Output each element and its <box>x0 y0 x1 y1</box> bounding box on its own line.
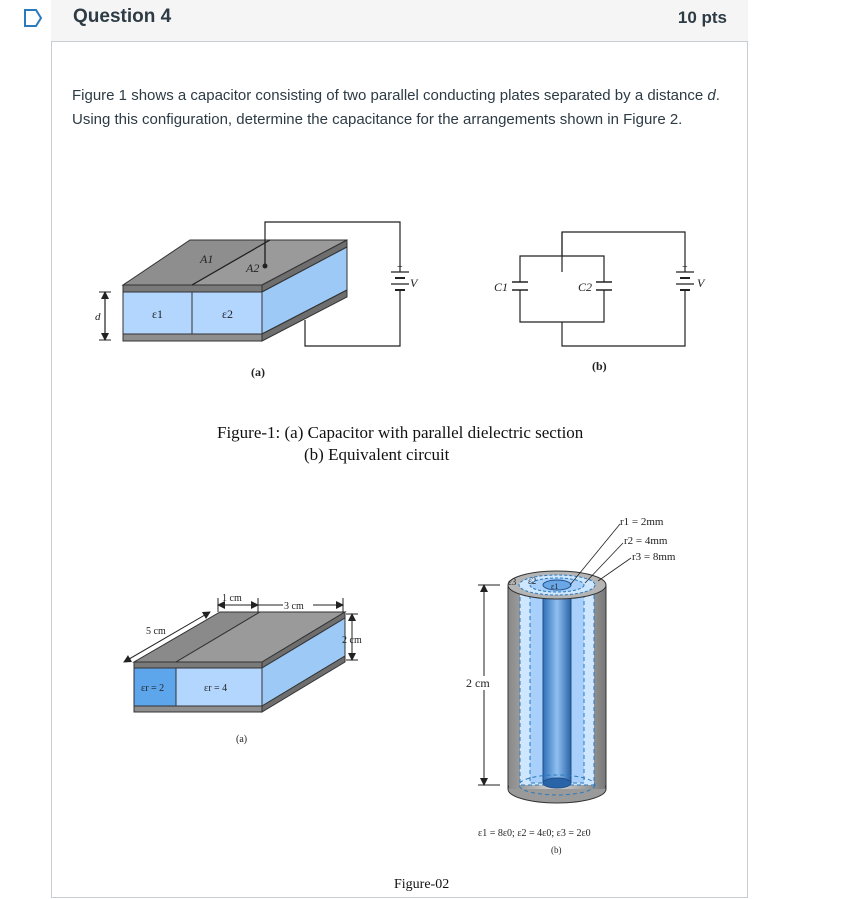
fig2b-label-r1: r1 = 2mm <box>620 516 664 528</box>
fig1-caption-a: (a) <box>251 365 265 379</box>
fig2a-label-er2: εr = 2 <box>141 683 165 694</box>
figure1-capacitor-a <box>95 222 419 379</box>
fig2a-dim-1cm: 1 cm <box>222 593 242 604</box>
fig1-label-A2: A2 <box>246 261 260 275</box>
fig1-label-eps1: ε1 <box>152 307 164 321</box>
fig2a-caption: (a) <box>236 734 248 745</box>
fig2b-label-r3: r3 = 8mm <box>632 551 676 563</box>
figure2-slab-a <box>124 593 362 745</box>
fig2b-label-r2: r2 = 4mm <box>624 535 668 547</box>
fig1-caption-b: (b) <box>592 359 607 373</box>
fig2a-label-er4: εr = 4 <box>204 683 228 694</box>
fig2b-label-eps1: ε1 <box>551 582 559 591</box>
fig1b-label-V: V <box>697 276 705 290</box>
fig1-label-d: d <box>95 311 101 323</box>
fig1b-label-C2: C2 <box>578 280 593 294</box>
fig2b-permittivities: ε1 = 8ε0; ε2 = 4ε0; ε3 = 2ε0 <box>478 828 591 839</box>
fig2a-dim-2cm: 2 cm <box>342 635 362 646</box>
svg-text:+: + <box>682 262 688 273</box>
fig2-caption: Figure-02 <box>394 877 450 892</box>
fig1-label-V: V <box>410 276 418 290</box>
question-text-part2: . Using this configuration, determine the capacitance for the arrangements shown in Figure 2. <box>72 87 720 128</box>
fig2b-label-eps3: ε3 <box>508 577 517 587</box>
fig1-battery-a <box>391 262 409 290</box>
fig1-caption-line2: (b) Equivalent circuit <box>304 445 450 464</box>
fig1-caption-line1: Figure-1: (a) Capacitor with parallel dielectric section <box>217 423 584 442</box>
fig2b-caption: (b) <box>551 845 562 855</box>
figure2-cylinder-b <box>465 516 676 855</box>
fig1-label-eps2: ε2 <box>222 307 234 321</box>
fig2b-label-eps2: ε2 <box>528 576 537 586</box>
fig2a-dim-5cm: 5 cm <box>146 626 166 637</box>
fig1-label-A1: A1 <box>200 252 214 266</box>
fig1b-label-C1: C1 <box>494 280 509 294</box>
fig2a-dim-3cm: 3 cm <box>284 601 304 612</box>
question-points: 10 pts <box>677 8 727 27</box>
figure1-circuit-b <box>494 232 706 373</box>
svg-text:+: + <box>397 262 403 273</box>
question-text-part1: Figure 1 shows a capacitor consisting of two parallel conducting plates separated by a distance <box>72 87 708 104</box>
question-title: Question 4 <box>73 6 172 27</box>
question-text-variable: d <box>707 87 716 104</box>
fig2b-dim-2cm: 2 cm <box>466 676 490 690</box>
